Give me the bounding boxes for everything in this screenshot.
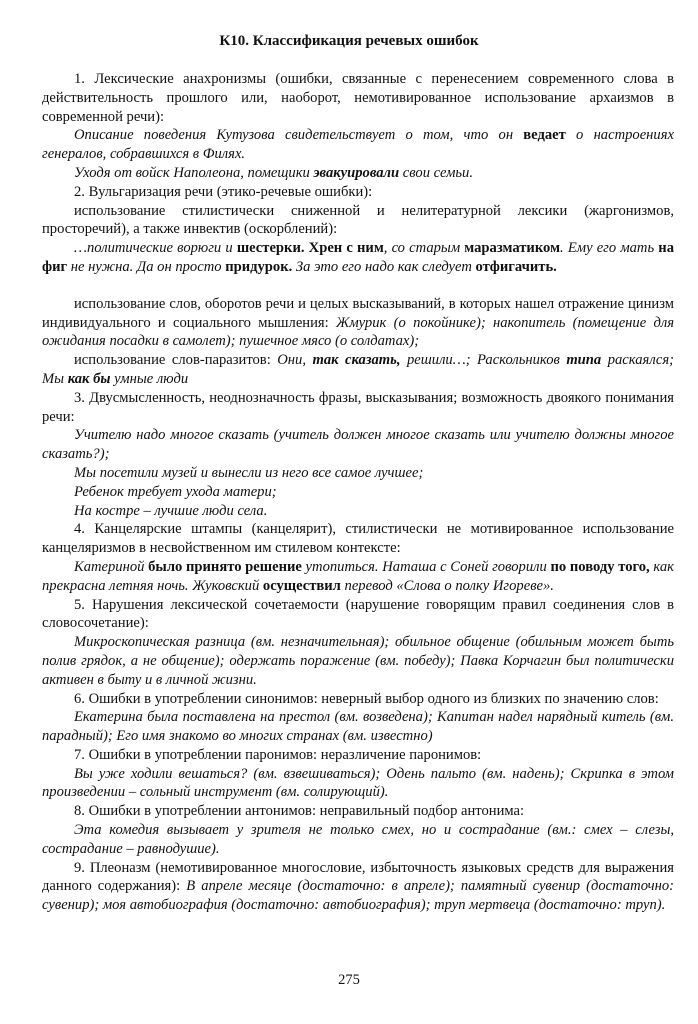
example-text: Они, bbox=[277, 352, 313, 369]
paragraph bbox=[42, 239, 674, 277]
example-text: Ребенок требует ухода матери; bbox=[74, 483, 277, 500]
paragraph bbox=[42, 558, 674, 596]
text-run: 1. Лексические анахронизмы (ошибки, связанные с перенесением современного слова в действительность прошлого или, наоборот, немотивированное использование архаизмов в современной речи): bbox=[42, 71, 674, 125]
highlighted-error: придурок. bbox=[225, 258, 293, 275]
paragraph bbox=[42, 708, 674, 746]
paragraph bbox=[42, 859, 674, 915]
example-text: Микроскопическая разница (вм. незначительная); обильное общение (обильным может быть полив грядок, а не общение); одержать поражение (вм. победу); Павка Корчагин был политически активен в быту и в личной жизни. bbox=[42, 634, 674, 688]
paragraph bbox=[42, 633, 674, 689]
paragraph bbox=[42, 126, 674, 164]
example-text: решили…; Раскольников bbox=[400, 352, 567, 369]
paragraph bbox=[42, 596, 674, 634]
example-text: Эта комедия вызывает у зрителя не только смех, но и сострадание (вм.: смех – слезы, сострадание – равнодушие). bbox=[42, 822, 674, 857]
example-text: , со старым bbox=[383, 240, 465, 257]
highlighted-error: по поводу того, bbox=[550, 558, 650, 575]
paragraph bbox=[42, 351, 674, 389]
paragraph bbox=[42, 802, 674, 821]
highlighted-error: как бы bbox=[67, 370, 111, 387]
highlighted-error: отфигачить. bbox=[475, 258, 557, 275]
paragraph bbox=[42, 164, 674, 183]
example-text: Учителю надо многое сказать (учитель должен многое сказать или учителю должны многое сказать?); bbox=[42, 427, 674, 463]
paragraph bbox=[42, 202, 674, 240]
highlighted-error: ведает bbox=[523, 127, 566, 144]
highlighted-error: типа bbox=[566, 352, 602, 369]
highlighted-error: на фиг bbox=[42, 240, 674, 275]
text-run: использование слов-паразитов: bbox=[74, 352, 278, 369]
example-text: Катериной bbox=[74, 558, 149, 575]
paragraph bbox=[42, 426, 674, 464]
document-body bbox=[42, 70, 674, 915]
example-text: …политические ворюги и bbox=[74, 240, 237, 257]
paragraph bbox=[42, 295, 674, 351]
example-text: раскаялся; Мы bbox=[42, 352, 674, 387]
paragraph bbox=[42, 690, 674, 709]
example-text: . Ему его мать bbox=[560, 240, 659, 257]
example-text: Описание поведения Кутузова свидетельствует о том, что он bbox=[74, 127, 524, 144]
text-run: использование слов, оборотов речи и целых высказываний, в которых нашел отражение цинизм индивидуального и социального мышления: bbox=[42, 295, 674, 331]
example-text: Жмурик (о покойнике); накопитель (помещение для ожидания посадки в самолет); пушечное мясо (о солдатах); bbox=[42, 314, 674, 350]
example-text: о настроениях генералов, собравшихся в Филях. bbox=[42, 127, 674, 163]
example-text: утопиться. Наташа с Соней говорили bbox=[301, 558, 551, 575]
text-run: 9. Плеоназм (немотивированное многословие, избыточность языковых средств для выражения данного содержания): bbox=[42, 859, 674, 895]
text-run: 6. Ошибки в употреблении синонимов: неверный выбор одного из близких по значению слов: bbox=[74, 690, 659, 707]
paragraph bbox=[42, 765, 674, 803]
page-title: К10. Классификация речевых ошибок bbox=[219, 33, 479, 49]
example-text: не нужна. Да он просто bbox=[67, 258, 226, 275]
paragraph bbox=[42, 520, 674, 558]
paragraph bbox=[42, 502, 674, 521]
example-text: Уходя от войск Наполеона, помещики bbox=[74, 164, 314, 181]
paragraph bbox=[42, 70, 674, 126]
example-text: перевод «Слова о полку Игореве». bbox=[340, 577, 554, 594]
highlighted-error: эвакуировали bbox=[313, 164, 400, 181]
example-text: На костре – лучшие люди села. bbox=[74, 502, 268, 519]
example-text: Екатерина была поставлена на престол (вм. возведена); Капитан надел нарядный китель (вм. парадный); Его имя знакомо во многих странах (вм. известно) bbox=[42, 709, 674, 745]
example-text: Мы посетили музей и вынесли из него все самое лучшее; bbox=[74, 464, 424, 481]
paragraph bbox=[42, 483, 674, 502]
example-text: Вы уже ходили вешаться? (вм. взвешиваться); Одень пальто (вм. надень); Скрипка в этом произведении – сольный инструмент (вм. солирующий). bbox=[42, 765, 674, 801]
paragraph bbox=[42, 183, 674, 202]
text-run: использование стилистически сниженной и нелитературной лексики (жаргонизмов, просторечий), а также инвектив (оскорблений): bbox=[42, 202, 674, 238]
paragraph bbox=[42, 746, 674, 765]
paragraph bbox=[42, 389, 674, 427]
paragraph bbox=[42, 464, 674, 483]
highlighted-error: осуществил bbox=[262, 577, 341, 594]
text-run: 2. Вульгаризация речи (этико-речевые ошибки): bbox=[74, 183, 373, 200]
highlighted-error: было принято решение bbox=[148, 558, 302, 575]
paragraph bbox=[42, 821, 674, 859]
text-run: 3. Двусмысленность, неоднозначность фразы, высказывания; возможность двоякого понимания речи: bbox=[42, 389, 674, 425]
highlighted-error: так сказать, bbox=[312, 352, 401, 369]
text-run: 5. Нарушения лексической сочетаемости (нарушение говорящим правил соединения слов в словосочетание): bbox=[42, 596, 674, 632]
text-run: 7. Ошибки в употреблении паронимов: неразличение паронимов: bbox=[74, 746, 482, 763]
highlighted-error: маразматиком bbox=[464, 240, 561, 257]
example-text: За это его надо как следует bbox=[292, 258, 476, 275]
example-text: как прекрасна летняя ночь. Жуковский bbox=[42, 558, 674, 594]
example-text: В апреле месяце (достаточно: в апреле); памятный сувенир (достаточно: сувенир); моя автобиография (достаточно: автобиография); труп мертвеца (достаточно: труп). bbox=[42, 878, 674, 914]
text-run: 8. Ошибки в употреблении антонимов: неправильный подбор антонима: bbox=[74, 803, 525, 820]
text-run: 4. Канцелярские штампы (канцелярит), стилистически не мотивированное использование канцеляризмов в несвойственном им стилевом контексте: bbox=[42, 521, 674, 557]
page-number: 275 bbox=[338, 972, 360, 988]
example-text: свои семьи. bbox=[399, 164, 473, 181]
example-text: умные люди bbox=[110, 370, 189, 387]
highlighted-error: шестерки. Хрен с ним bbox=[236, 240, 384, 257]
